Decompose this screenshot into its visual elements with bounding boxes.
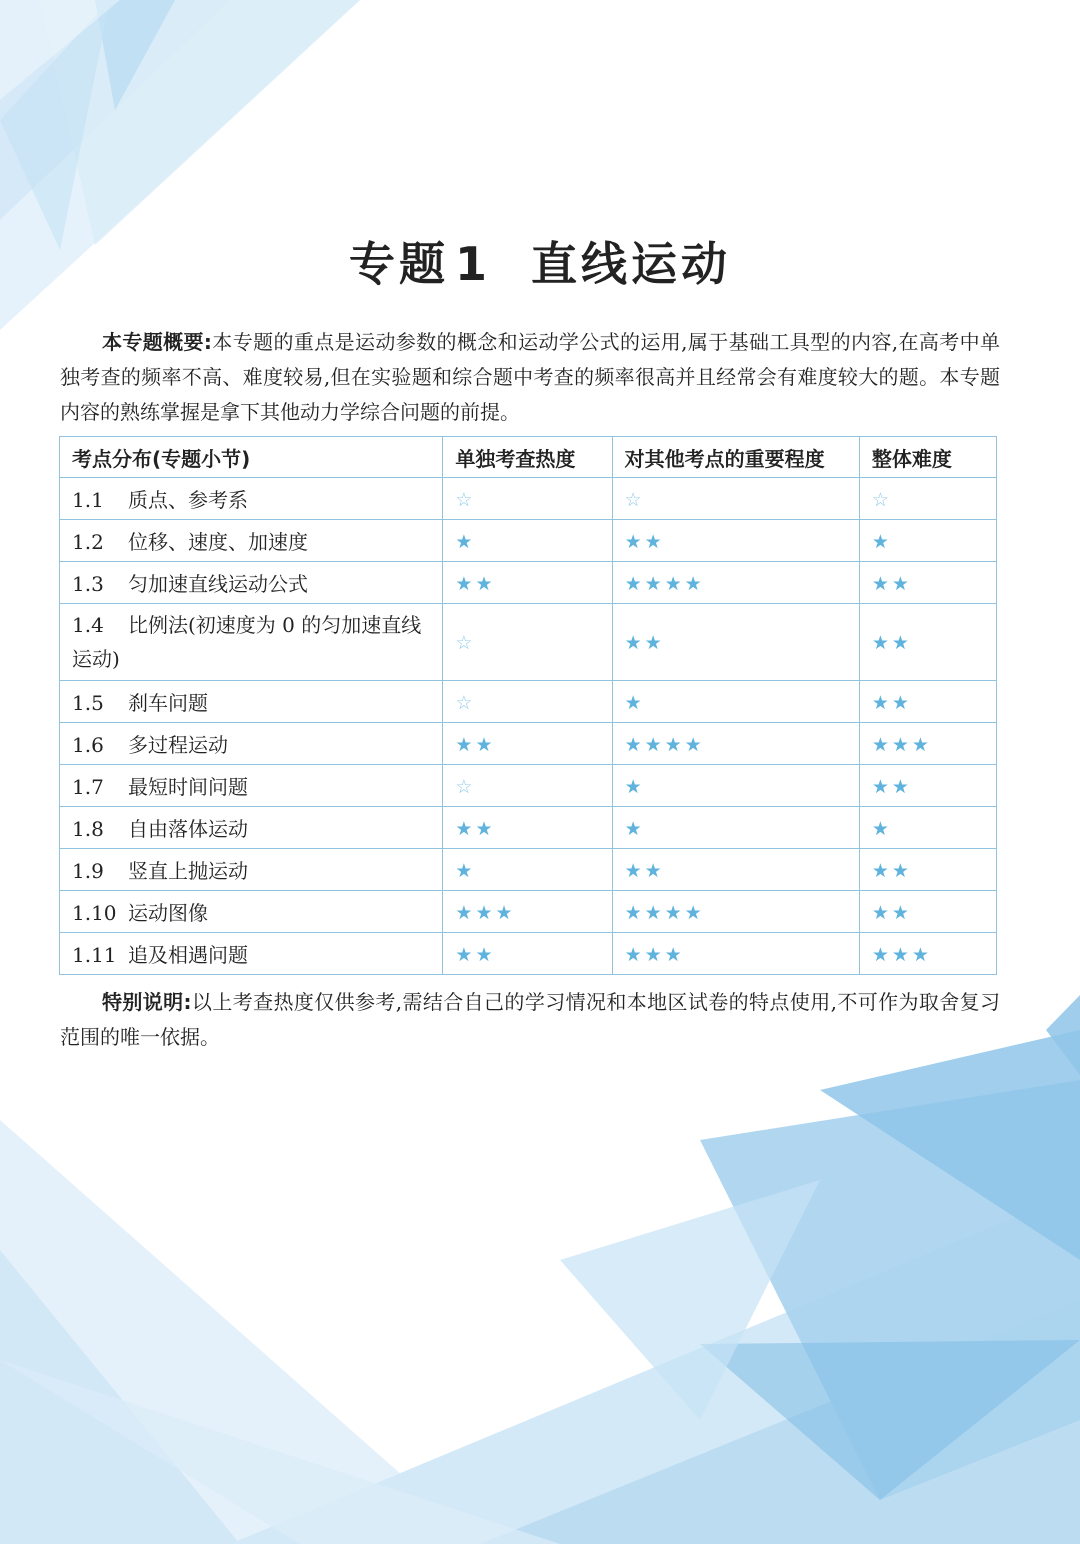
importance-rating: ★★★★ <box>624 901 705 924</box>
heat-cell <box>443 562 612 604</box>
importance-cell <box>612 807 859 849</box>
topic-name: 多过程运动 <box>128 733 228 757</box>
topic-cell <box>60 604 443 681</box>
topic-cell <box>60 765 443 807</box>
heat-rating: ☆ <box>455 488 476 511</box>
difficulty-cell <box>859 478 996 520</box>
special-note <box>60 985 1000 1055</box>
difficulty-rating: ★★★ <box>871 733 932 756</box>
table-row <box>60 723 997 765</box>
heat-rating: ★★ <box>455 943 496 966</box>
heat-rating: ★★ <box>455 733 496 756</box>
heat-cell <box>443 933 612 975</box>
topic-number: 1.11 <box>72 943 117 967</box>
topic-number: 1.9 <box>72 859 104 883</box>
topic-name: 比例法(初速度为 0 的匀加速直线运动) <box>72 613 422 671</box>
topic-number: 1.5 <box>72 691 104 715</box>
heat-cell <box>443 723 612 765</box>
table-row <box>60 807 997 849</box>
topic-name: 匀加速直线运动公式 <box>128 572 308 596</box>
heat-cell <box>443 807 612 849</box>
table-row <box>60 681 997 723</box>
heat-rating: ★★ <box>455 817 496 840</box>
heat-rating: ☆ <box>455 775 476 798</box>
importance-cell <box>612 891 859 933</box>
importance-rating: ★★★★ <box>624 733 705 756</box>
difficulty-rating: ★★ <box>871 572 912 595</box>
difficulty-cell <box>859 681 996 723</box>
table-row <box>60 765 997 807</box>
importance-rating: ☆ <box>624 488 645 511</box>
title-number: 1 <box>454 237 491 291</box>
heat-rating: ★ <box>455 859 476 882</box>
heat-cell <box>443 891 612 933</box>
summary-lead: 本专题概要: <box>102 330 212 354</box>
difficulty-cell <box>859 807 996 849</box>
topic-number: 1.10 <box>72 901 117 925</box>
heat-cell <box>443 478 612 520</box>
heat-cell <box>443 765 612 807</box>
topic-number: 1.6 <box>72 733 104 757</box>
importance-cell <box>612 604 859 681</box>
difficulty-cell <box>859 723 996 765</box>
importance-rating: ★ <box>624 775 645 798</box>
page-title <box>0 228 1080 294</box>
topic-name: 竖直上抛运动 <box>128 859 248 883</box>
difficulty-rating: ★ <box>871 530 892 553</box>
difficulty-rating: ★ <box>871 817 892 840</box>
difficulty-rating: ★★ <box>871 775 912 798</box>
topic-cell <box>60 520 443 562</box>
importance-rating: ★★ <box>624 859 665 882</box>
topic-table <box>59 436 997 975</box>
table-row <box>60 604 997 681</box>
importance-rating: ★★★ <box>624 943 685 966</box>
topic-cell <box>60 723 443 765</box>
heat-cell <box>443 604 612 681</box>
importance-cell <box>612 849 859 891</box>
difficulty-rating: ★★ <box>871 631 912 654</box>
difficulty-cell <box>859 933 996 975</box>
topic-number: 1.4 <box>72 613 104 637</box>
header-importance: 对其他考点的重要程度 <box>612 437 859 478</box>
topic-name: 追及相遇问题 <box>128 943 248 967</box>
importance-cell <box>612 681 859 723</box>
heat-rating: ★★ <box>455 572 496 595</box>
table-row <box>60 891 997 933</box>
topic-summary <box>60 325 1000 430</box>
importance-rating: ★★★★ <box>624 572 705 595</box>
importance-rating: ★ <box>624 691 645 714</box>
importance-rating: ★★ <box>624 631 665 654</box>
heat-rating: ★★★ <box>455 901 516 924</box>
topic-cell <box>60 478 443 520</box>
difficulty-rating: ★★★ <box>871 943 932 966</box>
header-topic: 考点分布(专题小节) <box>60 437 443 478</box>
topic-number: 1.1 <box>72 488 104 512</box>
topic-cell <box>60 933 443 975</box>
topic-number: 1.8 <box>72 817 104 841</box>
topic-cell <box>60 681 443 723</box>
table-row <box>60 478 997 520</box>
importance-rating: ★ <box>624 817 645 840</box>
difficulty-rating: ★★ <box>871 691 912 714</box>
note-text: 以上考查热度仅供参考,需结合自己的学习情况和本地区试卷的特点使用,不可作为取舍复习范围的唯一依据。 <box>60 990 1001 1049</box>
topic-cell <box>60 849 443 891</box>
topic-cell <box>60 562 443 604</box>
topic-number: 1.3 <box>72 572 104 596</box>
heat-cell <box>443 849 612 891</box>
topic-name: 最短时间问题 <box>128 775 248 799</box>
table-row <box>60 849 997 891</box>
difficulty-cell <box>859 604 996 681</box>
importance-cell <box>612 520 859 562</box>
header-difficulty: 整体难度 <box>859 437 996 478</box>
difficulty-cell <box>859 562 996 604</box>
importance-cell <box>612 933 859 975</box>
summary-text: 本专题的重点是运动参数的概念和运动学公式的运用,属于基础工具型的内容,在高考中单独考查的频率不高、难度较易,但在实验题和综合题中考查的频率很高并且经常会有难度较大的题。本专题内容的熟练掌握是拿下其他动力学综合问题的前提。 <box>60 330 1000 424</box>
topic-name: 位移、速度、加速度 <box>128 530 308 554</box>
difficulty-cell <box>859 520 996 562</box>
title-name: 直线运动 <box>531 237 731 291</box>
difficulty-rating: ★★ <box>871 859 912 882</box>
topic-cell <box>60 891 443 933</box>
heat-rating: ★ <box>455 530 476 553</box>
heat-rating: ☆ <box>455 691 476 714</box>
difficulty-cell <box>859 765 996 807</box>
heat-cell <box>443 681 612 723</box>
topic-number: 1.7 <box>72 775 104 799</box>
topic-name: 自由落体运动 <box>128 817 248 841</box>
heat-rating: ☆ <box>455 631 476 654</box>
importance-cell <box>612 765 859 807</box>
importance-cell <box>612 723 859 765</box>
topic-cell <box>60 807 443 849</box>
topic-number: 1.2 <box>72 530 104 554</box>
difficulty-rating: ★★ <box>871 901 912 924</box>
header-heat: 单独考查热度 <box>443 437 612 478</box>
importance-cell <box>612 478 859 520</box>
note-lead: 特别说明: <box>102 990 192 1014</box>
title-prefix: 专题 <box>348 237 449 291</box>
topic-name: 刹车问题 <box>128 691 208 715</box>
topic-name: 质点、参考系 <box>128 488 248 512</box>
table-header-row <box>60 437 997 478</box>
difficulty-cell <box>859 891 996 933</box>
topic-name: 运动图像 <box>128 901 208 925</box>
table-row <box>60 933 997 975</box>
importance-cell <box>612 562 859 604</box>
table-row <box>60 562 997 604</box>
importance-rating: ★★ <box>624 530 665 553</box>
difficulty-cell <box>859 849 996 891</box>
difficulty-rating: ☆ <box>871 488 892 511</box>
heat-cell <box>443 520 612 562</box>
table-row <box>60 520 997 562</box>
